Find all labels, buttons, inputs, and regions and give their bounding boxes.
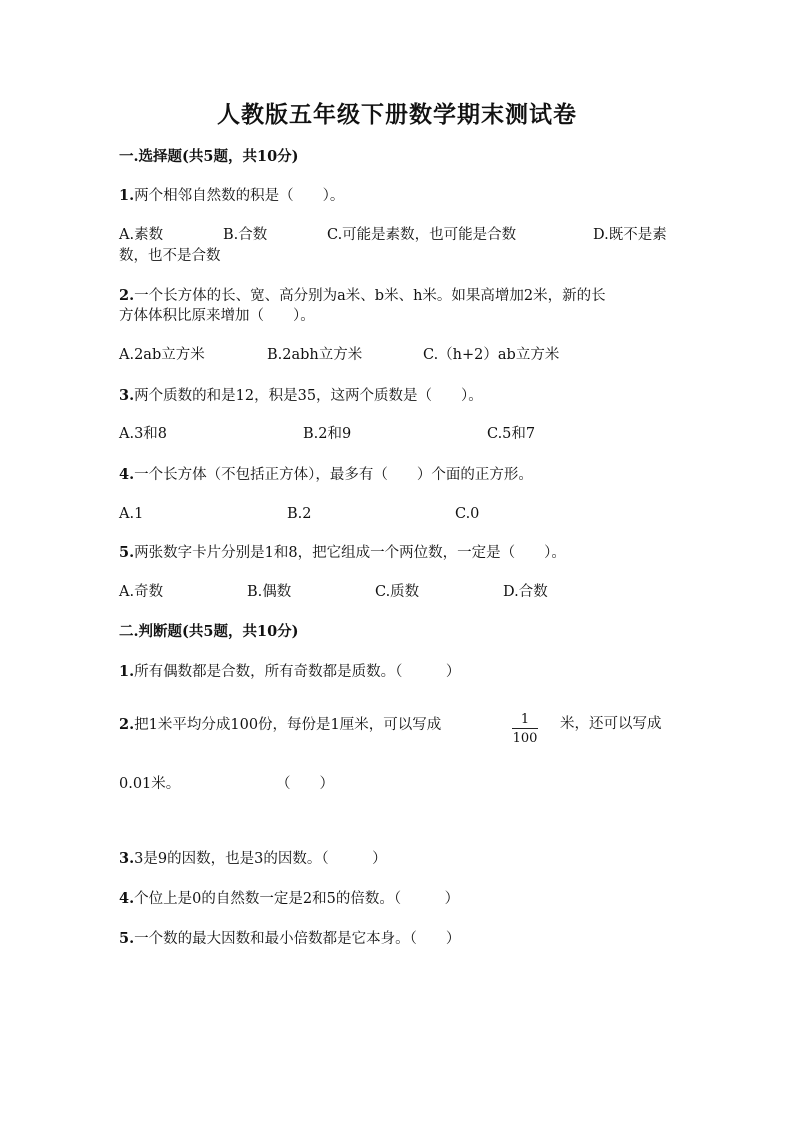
option-c[interactable]: C.（h+2）ab立方米 [423,347,560,363]
option-c[interactable]: C.可能是素数，也可能是合数 [327,227,517,243]
question-number: 4. [119,890,135,907]
judgement-question-2 [119,714,509,736]
option-a[interactable]: A.1 [119,506,144,522]
question-number: 4. [119,466,135,483]
choice-question-2-line2: 方体体积比原来增加（ ）。 [119,308,315,324]
judgement-question-2-after: 米，还可以写成 [560,716,662,732]
option-b[interactable]: B.偶数 [247,584,292,600]
option-b[interactable]: B.2abh立方米 [267,347,363,363]
choice-options-4 [119,504,679,525]
choice-options-3 [119,424,679,445]
fraction-bar [512,728,538,729]
question-text: 一个长方体（不包括正方体），最多有（ ）个面的正方形。 [134,467,533,483]
option-b[interactable]: B.2和9 [303,426,352,442]
judgement-question-2-line2: 0.01米。 [119,776,181,792]
option-a[interactable]: A.素数 [119,227,164,243]
choice-question-5 [119,542,679,564]
option-c[interactable]: C.质数 [375,584,420,600]
option-d-continuation: 数，也不是合数 [119,248,221,264]
choice-options-2 [119,345,679,366]
option-a[interactable]: A.奇数 [119,584,164,600]
section-heading-choice: 一.选择题(共5题，共10分) [119,148,299,165]
choice-options-1 [119,225,679,246]
answer-blank[interactable]: （ ） [276,776,334,792]
option-d[interactable]: D.既不是素 [593,227,667,243]
question-number: 1. [119,187,135,204]
question-text: 一个长方体的长、宽、高分别为a米、b米、h米。如果高增加2米，新的长 [134,288,606,304]
option-b[interactable]: B.2 [287,506,312,522]
question-text: 3是9的因数，也是3的因数。（ ） [134,851,387,867]
question-text: 所有偶数都是合数，所有奇数都是质数。（ ） [134,664,461,680]
judgement-question-5 [119,928,679,950]
question-text: 两张数字卡片分别是1和8，把它组成一个两位数，一定是（ ）。 [134,545,566,561]
page-title: 人教版五年级下册数学期末测试卷 [217,101,577,128]
choice-options-5 [119,582,679,603]
judgement-question-1 [119,661,679,683]
judgement-question-4 [119,888,679,910]
judgement-question-3 [119,848,679,870]
fraction-denominator: 100 [512,731,538,746]
option-d[interactable]: D.合数 [503,584,548,600]
option-a[interactable]: A.3和8 [119,426,168,442]
choice-question-4 [119,464,679,486]
question-number: 5. [119,930,135,947]
option-c[interactable]: C.0 [455,506,480,522]
question-text: 个位上是0的自然数一定是2和5的倍数。（ ） [134,891,460,907]
question-text: 一个数的最大因数和最小倍数都是它本身。（ ） [134,931,461,947]
question-text: 把1米平均分成100份，每份是1厘米，可以写成 [134,717,442,733]
section-heading-judgement: 二.判断题(共5题，共10分) [119,623,299,640]
question-number: 3. [119,850,135,867]
fraction-numerator: 1 [520,712,530,727]
fraction-one-hundredth [512,712,538,746]
question-number: 5. [119,544,135,561]
question-text: 两个相邻自然数的积是（ ）。 [134,188,345,204]
option-a[interactable]: A.2ab立方米 [119,347,205,363]
option-c[interactable]: C.5和7 [487,426,536,442]
choice-question-3 [119,385,679,407]
option-b[interactable]: B.合数 [223,227,268,243]
choice-question-2 [119,285,679,307]
question-number: 2. [119,716,135,733]
choice-question-1 [119,185,679,207]
question-number: 1. [119,663,135,680]
question-number: 2. [119,287,135,304]
question-text: 两个质数的和是12，积是35，这两个质数是（ ）。 [134,388,483,404]
question-number: 3. [119,387,135,404]
